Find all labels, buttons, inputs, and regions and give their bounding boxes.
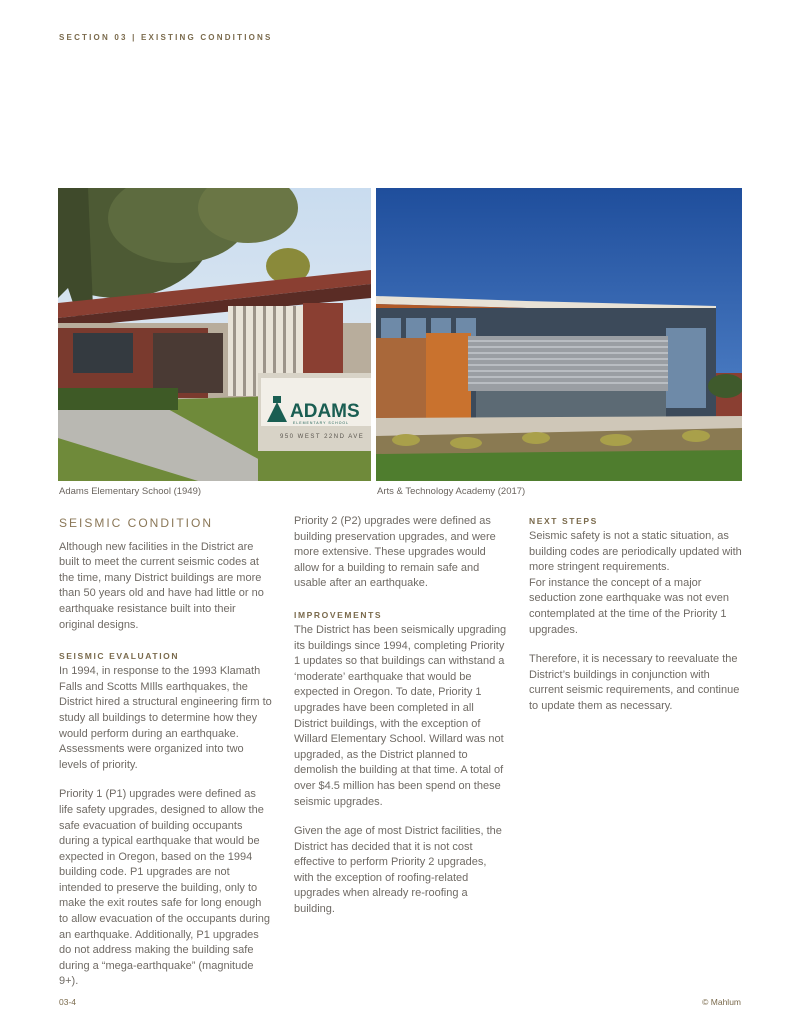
left-photo-caption: Adams Elementary School (1949) [59,486,202,497]
column-3 [529,514,745,729]
next-steps-paragraph-1a: Seismic safety is not a static situation, as building codes are periodically updated with more stringent requirements. [529,530,742,574]
improvements-heading: IMPROVEMENTS [294,609,383,620]
arts-technology-academy-photo [376,188,742,481]
column-1 [59,514,272,1004]
improvements-paragraph-2: Given the age of most District facilities, the District has decided that it is not cost effective to perform Priority 2 upgrades, with the exception of roofing-related upgrades when already re-roofing a building. [294,825,502,916]
adams-elementary-photo [58,188,371,481]
seismic-evaluation-paragraph-2: Priority 1 (P1) upgrades were defined as life safety upgrades, designed to allow the safe evacuation of building occupants during a typical earthquake that would be expected in Oregon, based on the 1994 building code. P1 upgrades are not intended to preserve the building, only to make the exit routes safe for long enough to allow evacuation of the occupants during an earthquake. Additionally, P1 upgrades do not address making the building safe during a “mega-earthquake” (magnitude 9+). [59,788,270,988]
seismic-condition-paragraph: Although new facilities in the District are built to meet the current seismic codes at the time, many District buildings are more than 50 years old and have had little or no earthquake resistance built into their original designs. [59,540,264,631]
page-number: 03-4 [59,997,77,1007]
seismic-evaluation-paragraph-1: In 1994, in response to the 1993 Klamath Falls and Scotts MIlls earthquakes, the District hired a structural engineering firm to study all buildings to determine how they would perform during an earthquake. Assessments were organized into two levels of priority. [59,665,272,771]
priority-2-paragraph: Priority 2 (P2) upgrades were defined as building preservation upgrades, and were more extensive. These upgrades would allow for a building to remain safe and usable after an earthquake. [294,515,496,590]
sign-sub: ELEMENTARY SCHOOL [293,421,350,425]
copyright: © Mahlum [702,997,741,1007]
sign-name: ADAMS [290,401,360,422]
right-photo-caption: Arts & Technology Academy (2017) [377,486,526,497]
next-steps-paragraph-1b: For instance the concept of a major seduction zone earthquake was not even contemplated at the time of the Priority 1 upgrades. [529,576,729,636]
next-steps-paragraph-2: Therefore, it is necessary to reevaluate the District’s buildings in conjunction with current seismic requirements, and continue to update them as necessary. [529,653,740,712]
next-steps-heading: NEXT STEPS [529,516,598,526]
sign-address: 950 WEST 22ND AVE [280,434,365,440]
section-header: SECTION 03 | EXISTING CONDITIONS [59,33,273,42]
improvements-paragraph-1: The District has been seismically upgrading its buildings since 1994, completing Priority 1 updates so that buildings can withstand a ‘moderate’ earthquake that would be expected in Oregon. To date, Priority 1 upgrades have been completed in all District buildings, with the exception of Willard Elementary School. Willard was not upgraded, as the District planned to demolish the building at that time. A total of over $4.5 million has been spend on these seismic upgrades. [294,623,507,808]
seismic-condition-heading: SEISMIC CONDITION [59,516,214,530]
seismic-evaluation-heading: SEISMIC EVALUATION [59,651,180,662]
column-2 [294,514,507,932]
